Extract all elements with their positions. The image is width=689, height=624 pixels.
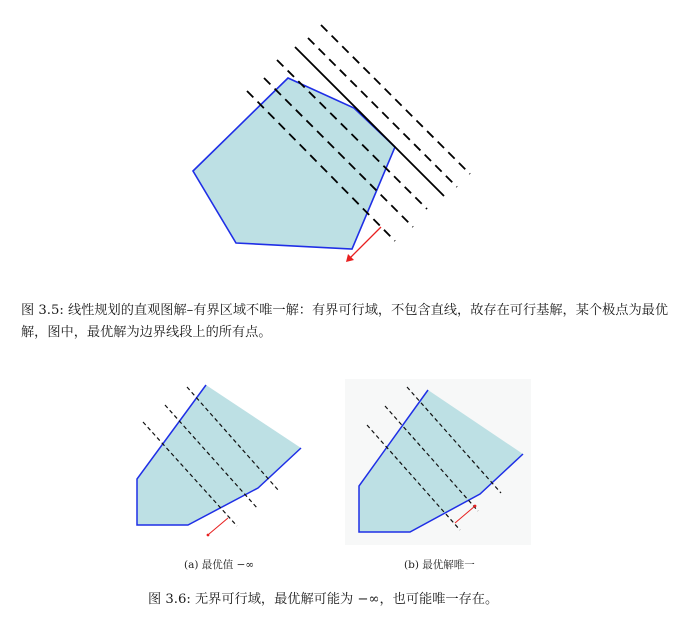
figure-3-5-caption: 图 3.5: 线性规划的直观图解–有界区域不唯一解：有界可行域，不包含直线，故存在可行基解，某个极点为最优解，图中，最优解为边界线段上的所有点。 [21, 303, 669, 340]
subfigure-a-caption: (a) 最优值 −∞ [184, 559, 255, 571]
unbounded-region-b [359, 390, 523, 532]
gradient-arrow-icon [207, 518, 228, 536]
figure-3-5-diagram [193, 25, 470, 262]
figure-3-6-caption: 图 3.6: 无界可行域，最优解可能为 −∞，也可能唯一存在。 [148, 592, 499, 607]
subfigure-a-diagram [137, 385, 301, 536]
bounded-feasible-region [193, 78, 395, 249]
subfigure-b-caption: (b) 最优解唯一 [404, 559, 475, 571]
unbounded-region-a [137, 385, 301, 525]
subfigure-b-diagram [359, 387, 523, 532]
optimal-point-marker-icon [455, 505, 476, 523]
